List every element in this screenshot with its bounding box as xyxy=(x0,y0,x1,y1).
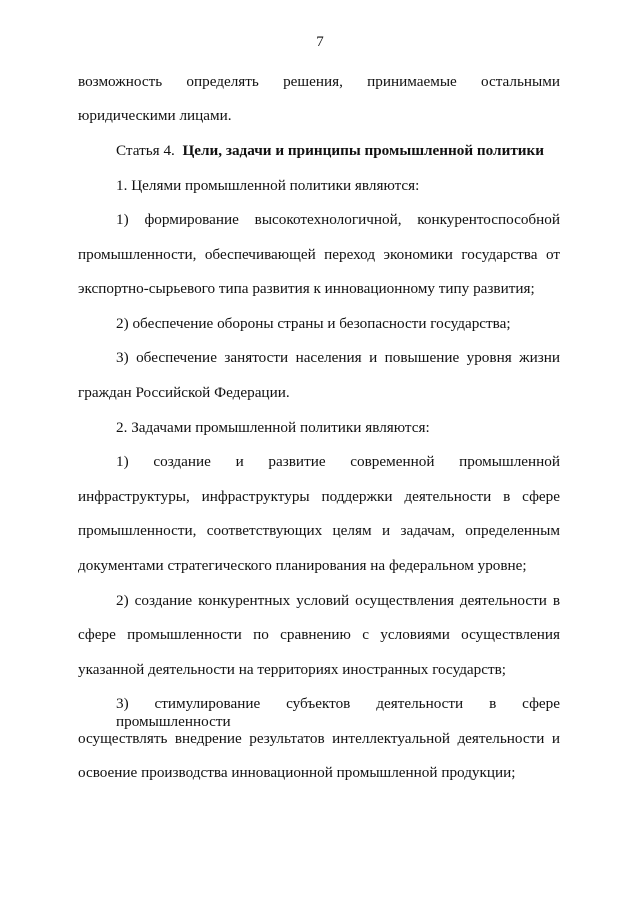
article-title: Цели, задачи и принципы промышленной политики xyxy=(182,142,545,159)
text-line: 1) формирование высокотехнологичной, конкурентоспособной xyxy=(116,211,560,228)
article-number: Статья 4. xyxy=(116,142,175,159)
text-line: 3) обеспечение занятости населения и повышение уровня жизни xyxy=(116,349,560,366)
text-line: промышленности, соответствующих целям и задачам, определенным xyxy=(78,522,560,539)
text-line: осуществлять внедрение результатов интеллектуальной деятельности и xyxy=(78,730,560,747)
text-line: промышленности, обеспечивающей переход экономики государства от xyxy=(78,246,560,263)
text-line: освоение производства инновационной промышленной продукции; xyxy=(78,764,516,781)
text-line: юридическими лицами. xyxy=(78,107,232,124)
text-line: 1) создание и развитие современной промышленной xyxy=(116,453,560,470)
page-number: 7 xyxy=(316,34,324,50)
text-line: 3) стимулирование субъектов деятельности в сфере промышленности xyxy=(116,695,560,730)
text-line: 2) обеспечение обороны страны и безопасности государства; xyxy=(116,315,511,332)
text-line: 2. Задачами промышленной политики являются: xyxy=(116,419,430,436)
text-line: 1. Целями промышленной политики являются: xyxy=(116,177,420,194)
text-line: указанной деятельности на территориях иностранных государств; xyxy=(78,661,507,678)
text-line: граждан Российской Федерации. xyxy=(78,384,290,401)
text-line: 2) создание конкурентных условий осуществления деятельности в xyxy=(116,592,560,609)
text-line: возможность определять решения, принимаемые остальными xyxy=(78,73,560,90)
text-line: инфраструктуры, инфраструктуры поддержки деятельности в сфере xyxy=(78,488,560,505)
article-heading xyxy=(116,142,560,160)
text-line: сфере промышленности по сравнению с условиями осуществления xyxy=(78,626,560,643)
text-line: документами стратегического планирования на федеральном уровне; xyxy=(78,557,527,574)
text-line: экспортно-сырьевого типа развития к инновационному типу развития; xyxy=(78,280,535,297)
